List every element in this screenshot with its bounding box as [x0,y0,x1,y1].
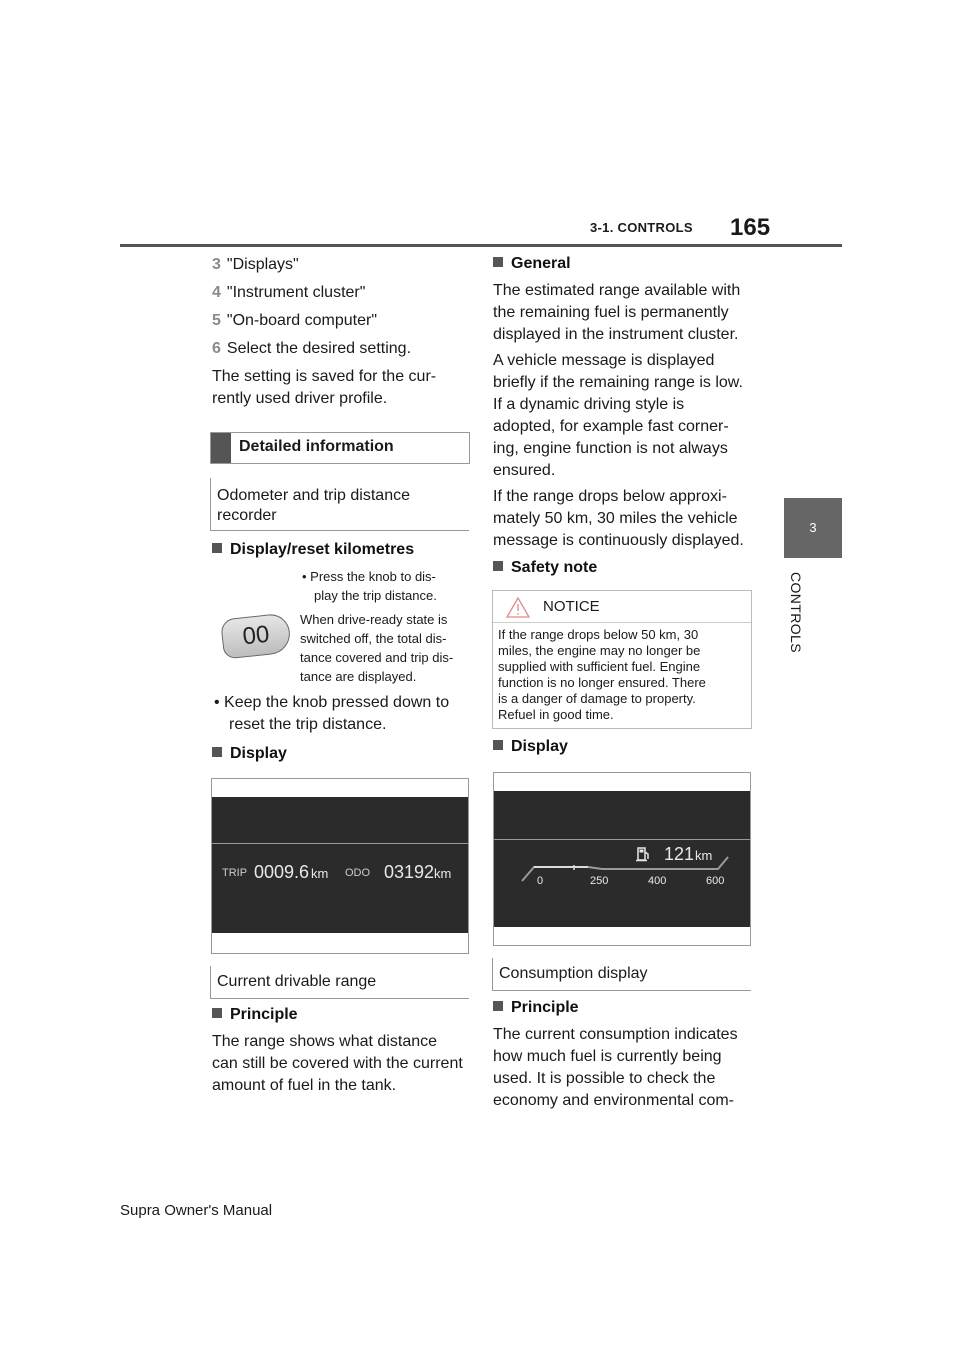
drop-line1: If the range drops below approxi- [493,488,727,505]
display-heading-right: Display [493,738,568,756]
step-3: 3 "Displays" [212,256,299,273]
range-unit: km [695,848,713,863]
range-display-screen [494,791,750,927]
range-display-frame [493,772,751,946]
odometer-caption-box [210,478,469,531]
odo-value: 03192 [384,862,435,882]
chapter-tab: 3 [784,498,842,558]
principle-right-line1: The current consumption indicates [493,1026,738,1043]
range-scale-bar [518,855,730,885]
square-bullet-icon [493,257,503,267]
display-heading-left: Display [212,745,287,763]
general-heading: General [493,255,571,273]
general-line2: the remaining fuel is permanently [493,304,729,321]
general-line3: displayed in the instrument cluster. [493,326,739,343]
message-line5: ing, engine function is not always [493,440,728,457]
range-caption-box [210,966,469,999]
section-header: 3-1. CONTROLS [590,220,693,235]
notice-title: NOTICE [543,598,600,615]
info-title: Detailed information [239,438,394,455]
chapter-tab-label: CONTROLS [788,572,804,653]
consumption-caption-box [492,958,751,991]
knob-icon: 00 [220,613,292,660]
saved-text-line1: The setting is saved for the cur- [212,368,437,385]
scale-tick-600: 600 [706,875,725,887]
drop-line3: message is continuously displayed. [493,532,744,549]
step-6: 6 Select the desired setting. [212,340,412,357]
warning-triangle-icon [506,597,530,618]
trip-unit: km [311,866,329,881]
square-bullet-icon [493,1001,503,1011]
notice-line6: Refuel in good time. [498,707,614,722]
range-caption: Current drivable range [217,973,377,990]
knob-note-line2: switched off, the total dis- [300,631,447,646]
message-line6: ensured. [493,462,556,479]
odometer-display-frame [211,778,469,954]
scale-tick-250: 250 [590,875,609,887]
message-line3: If a dynamic driving style is [493,396,685,413]
screen-divider [212,843,468,844]
message-line4: adopted, for example fast corner- [493,418,729,435]
display-reset-heading: Display/reset kilometres [212,541,414,559]
detailed-information-box [210,432,470,464]
principle-heading-right: Principle [493,999,579,1017]
notice-line2: miles, the engine may no longer be [498,643,701,658]
screen-divider [494,839,750,840]
step-5: 5 "On-board computer" [212,312,377,329]
notice-line1: If the range drops below 50 km, 30 [498,627,699,642]
notice-box [492,590,752,729]
message-line2: briefly if the remaining range is low. [493,374,743,391]
page-number: 165 [730,214,771,241]
square-bullet-icon [212,747,222,757]
principle-left-line1: The range shows what distance [212,1033,438,1050]
principle-right-line3: used. It is possible to check the [493,1070,716,1087]
principle-heading-left: Principle [212,1006,298,1024]
knob-bullet-line2: play the trip distance. [314,588,437,603]
odometer-caption-line2: recorder [217,507,277,524]
odo-unit: km [434,866,452,881]
square-bullet-icon [493,561,503,571]
consumption-caption: Consumption display [499,965,648,982]
scale-tick-400: 400 [648,875,667,887]
principle-right-line2: how much fuel is currently being [493,1048,722,1065]
notice-line4: function is no longer ensured. There [498,675,706,690]
saved-text-line2: rently used driver profile. [212,390,388,407]
principle-left-line2: can still be covered with the current [212,1055,463,1072]
principle-right-line4: economy and environmental com- [493,1092,735,1109]
notice-line3: supplied with sufficient fuel. Engine [498,659,701,674]
knob-note-line1: When drive-ready state is [300,612,448,627]
odometer-display-screen [212,797,468,933]
range-value: 121 [664,844,695,864]
square-bullet-icon [212,543,222,553]
notice-header [493,591,751,623]
knob-note-line3: tance covered and trip dis- [300,650,454,665]
info-marker [211,433,231,463]
odo-label: ODO [345,867,371,879]
general-line1: The estimated range available with [493,282,741,299]
keep-pressed-line2: reset the trip distance. [229,716,387,733]
step-4: 4 "Instrument cluster" [212,284,366,301]
knob-bullet-line1: • Press the knob to dis- [302,569,436,584]
header-rule [120,244,842,247]
keep-pressed-line1: • Keep the knob pressed down to [214,694,450,711]
knob-note-line4: tance are displayed. [300,669,417,684]
message-line1: A vehicle message is displayed [493,352,715,369]
scale-tick-0: 0 [537,875,544,887]
footer-manual-title: Supra Owner's Manual [120,1202,273,1219]
notice-line5: is a danger of damage to property. [498,691,696,706]
drop-line2: mately 50 km, 30 miles the vehicle [493,510,738,527]
square-bullet-icon [212,1008,222,1018]
trip-label: TRIP [222,867,248,879]
notice-body [498,627,738,723]
square-bullet-icon [493,740,503,750]
odometer-caption-line1: Odometer and trip distance [217,487,410,504]
principle-left-line3: amount of fuel in the tank. [212,1077,397,1094]
trip-value: 0009.6 [254,862,310,882]
safety-note-heading: Safety note [493,559,597,577]
